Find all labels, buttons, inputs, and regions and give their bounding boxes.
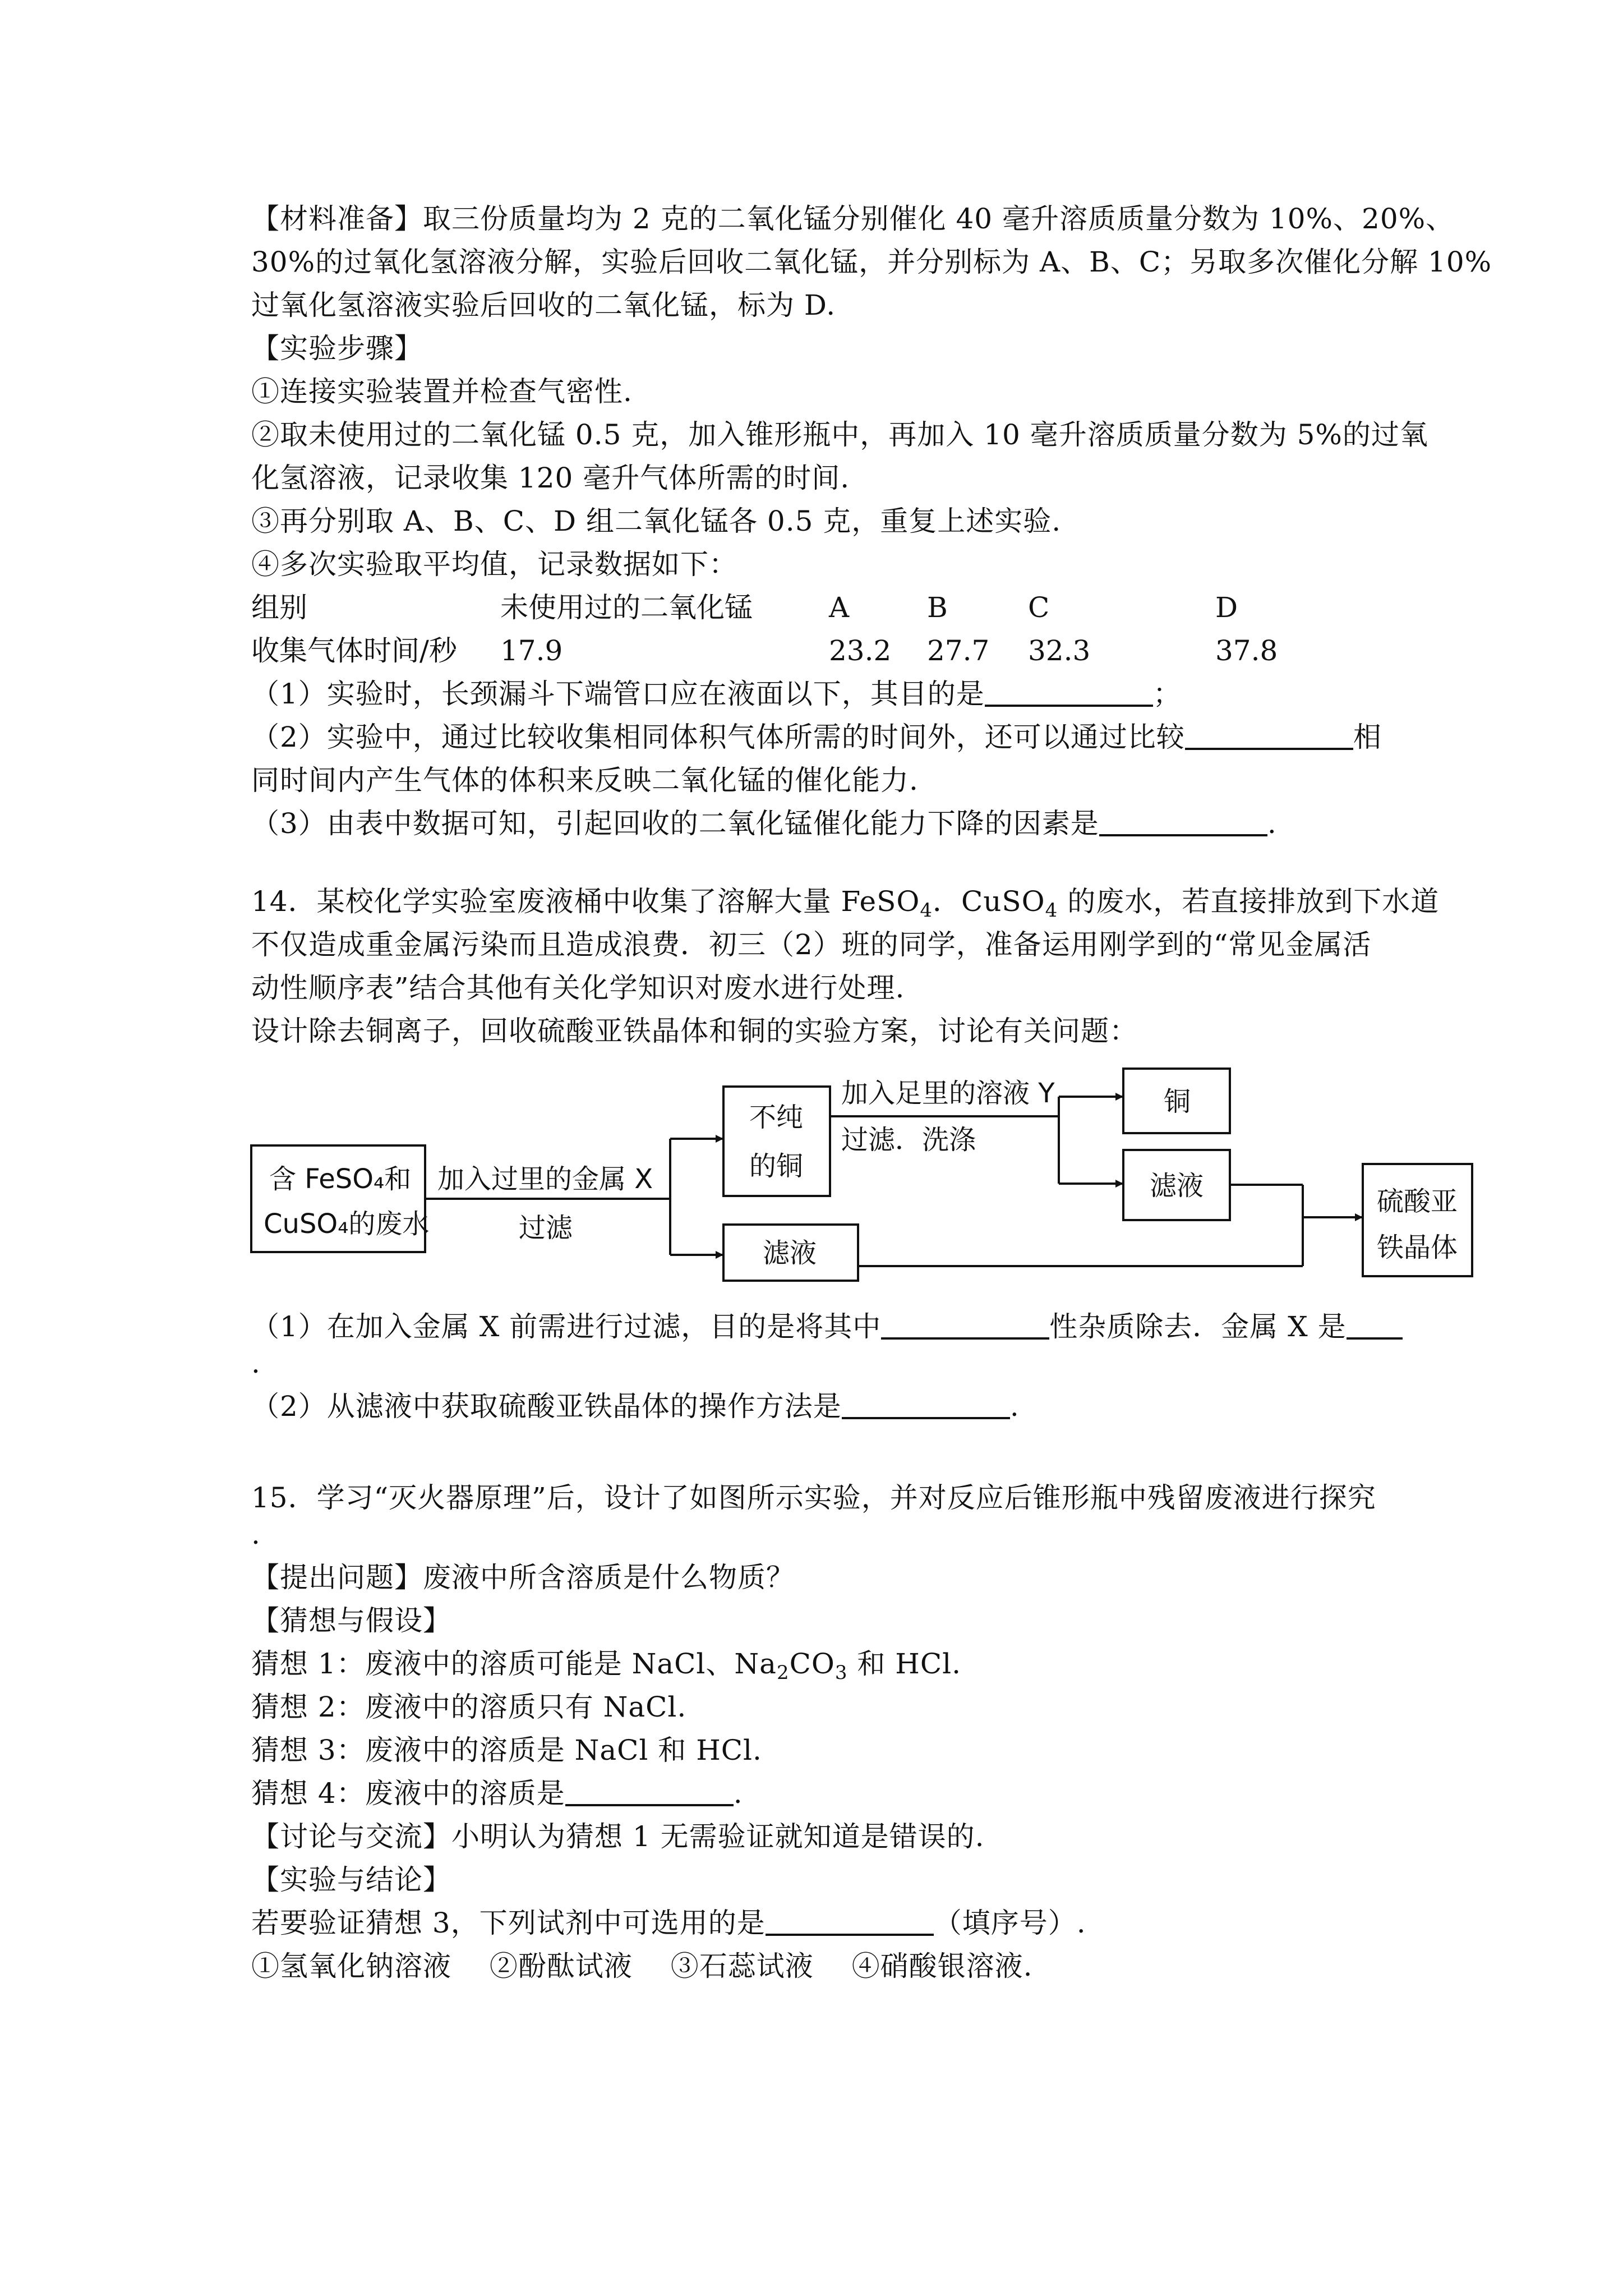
text-part: 的废水，若直接排放到下水道: [1058, 885, 1440, 918]
conclusion-heading: 【实验与结论】: [251, 1864, 451, 1896]
step2-sub-label: 过滤．洗涤: [841, 1124, 976, 1156]
prep-line-2: 30%的过氧化氢溶液分解，实验后回收二氧化锰，并分别标为 A、B、C；另取多次催化分解 10%: [251, 246, 1492, 278]
question-end: .: [1267, 807, 1277, 840]
step-4: ④多次实验取平均值，记录数据如下：: [251, 548, 737, 581]
question-text: 猜想 4：废液中的溶质是: [251, 1777, 565, 1810]
question-2-2: [251, 1387, 1020, 1426]
answer-blank[interactable]: [881, 1310, 1049, 1340]
step1-label: 加入过里的金属 X: [437, 1163, 653, 1195]
table-header-c: C: [1028, 591, 1050, 624]
hypothesis-1: [251, 1644, 961, 1683]
table-header-group: 组别: [251, 591, 307, 624]
hypothesis-4: [251, 1774, 743, 1813]
problem-14-line-3: 动性顺序表”结合其他有关化学知识对废水进行处理.: [251, 972, 905, 1004]
question-end: （填序号）.: [933, 1907, 1086, 1939]
start-label-1: 含 FeSO₄和: [269, 1163, 412, 1195]
text-part: CO: [789, 1648, 835, 1680]
table-header-d: D: [1215, 591, 1238, 624]
answer-blank[interactable]: [842, 1390, 1010, 1419]
step1-sub-label: 过滤: [519, 1212, 573, 1244]
verify-line: [251, 1903, 1086, 1943]
filtrate-top-label: 滤液: [1150, 1170, 1204, 1202]
question-text: （3）由表中数据可知，引起回收的二氧化锰催化能力下降的因素是: [251, 807, 1099, 840]
subscript: 2: [776, 1662, 790, 1684]
question-text: （1）实验时，长颈漏斗下端管口应在液面以下，其目的是: [251, 678, 985, 710]
question-text: 若要验证猜想 3，下列试剂中可选用的是: [251, 1907, 766, 1939]
step-1: ①连接实验装置并检查气密性.: [251, 375, 633, 408]
hypothesis-3: 猜想 3：废液中的溶质是 NaCl 和 HCl.: [251, 1734, 762, 1766]
hypothesis-2: 猜想 2：废液中的溶质只有 NaCl.: [251, 1691, 687, 1723]
text-part: ．CuSO: [932, 885, 1045, 918]
steps-heading: 【实验步骤】: [251, 332, 423, 365]
text-part: 14．某校化学实验室废液桶中收集了溶解大量 FeSO: [251, 885, 920, 918]
question-1-2-line-2: 同时间内产生气体的体积来反映二氧化锰的催化能力.: [251, 764, 919, 797]
table-row-label: 收集气体时间/秒: [251, 634, 457, 667]
question-end: .: [733, 1777, 743, 1810]
table-cell-c: 32.3: [1028, 634, 1091, 667]
product-label-2: 铁晶体: [1377, 1232, 1458, 1263]
problem-15-intro: 15．学习“灭火器原理”后，设计了如图所示实验，并对反应后锥形瓶中残留废液进行探究: [251, 1481, 1376, 1514]
question-2-1: [251, 1307, 1403, 1346]
answer-blank[interactable]: [1347, 1310, 1403, 1340]
subscript: 4: [1045, 899, 1058, 922]
reagent-options: ①氢氧化钠溶液 ②酚酞试液 ③石蕊试液 ④硝酸银溶液.: [251, 1950, 1033, 1982]
table-cell-d: 37.8: [1215, 634, 1278, 667]
impure-label-2: 的铜: [749, 1151, 804, 1182]
question-end: .: [1009, 1390, 1020, 1423]
product-label-1: 硫酸亚: [1377, 1186, 1458, 1217]
table-cell-a: 23.2: [829, 634, 892, 667]
question-text: （2）实验中，通过比较收集相同体积气体所需的时间外，还可以通过比较: [251, 721, 1185, 753]
step2-label: 加入足里的溶液 Y: [841, 1078, 1055, 1109]
problem-14-line-2: 不仅造成重金属污染而且造成浪费．初三（2）班的同学，准备运用刚学到的“常见金属活: [251, 928, 1372, 961]
step-2-line-2: 化氢溶液，记录收集 120 毫升气体所需的时间.: [251, 462, 850, 494]
subscript: 3: [834, 1662, 848, 1684]
question-heading: 【提出问题】废液中所含溶质是什么物质？: [251, 1561, 795, 1594]
question-text: 性杂质除去．金属 X 是: [1049, 1310, 1347, 1343]
start-label-2: CuSO₄的废水: [264, 1208, 430, 1240]
prep-line-3: 过氧化氢溶液实验后回收的二氧化锰，标为 D.: [251, 289, 836, 321]
prep-line-1: 【材料准备】取三份质量均为 2 克的二氧化锰分别催化 40 毫升溶质质量分数为 10%、20%、: [251, 203, 1455, 235]
problem-14-line-4: 设计除去铜离子，回收硫酸亚铁晶体和铜的实验方案，讨论有关问题：: [251, 1015, 1138, 1047]
step-2-line-1: ②取未使用过的二氧化锰 0.5 克，加入锥形瓶中，再加入 10 毫升溶质质量分数为 5%的过氧: [251, 418, 1428, 451]
subscript: 4: [920, 899, 933, 922]
copper-label: 铜: [1164, 1086, 1191, 1117]
answer-blank[interactable]: [766, 1907, 934, 1936]
text-part: 猜想 1：废液中的溶质可能是 NaCl、Na: [251, 1648, 777, 1680]
impure-label-1: 不纯: [749, 1102, 804, 1133]
hypothesis-heading: 【猜想与假设】: [251, 1604, 451, 1637]
question-end: 相: [1353, 721, 1382, 753]
problem-15-intro-tail: .: [251, 1518, 261, 1550]
table-header-unused: 未使用过的二氧化锰: [500, 591, 753, 624]
discussion: 【讨论与交流】小明认为猜想 1 无需验证就知道是错误的.: [251, 1820, 985, 1853]
table-cell-unused: 17.9: [500, 634, 563, 667]
answer-blank[interactable]: [565, 1777, 734, 1806]
question-text: （1）在加入金属 X 前需进行过滤，目的是将其中: [251, 1310, 882, 1343]
table-header-b: B: [927, 591, 948, 624]
question-end: ；: [1152, 678, 1182, 710]
filtrate-bottom-label: 滤液: [763, 1237, 817, 1269]
question-text: （2）从滤液中获取硫酸亚铁晶体的操作方法是: [251, 1390, 842, 1423]
text-part: 和 HCl.: [847, 1648, 962, 1680]
table-cell-b: 27.7: [927, 634, 990, 667]
question-2-1-tail: .: [251, 1347, 261, 1379]
step-3: ③再分别取 A、B、C、D 组二氧化锰各 0.5 克，重复上述实验.: [251, 505, 1062, 537]
table-header-a: A: [829, 591, 850, 624]
